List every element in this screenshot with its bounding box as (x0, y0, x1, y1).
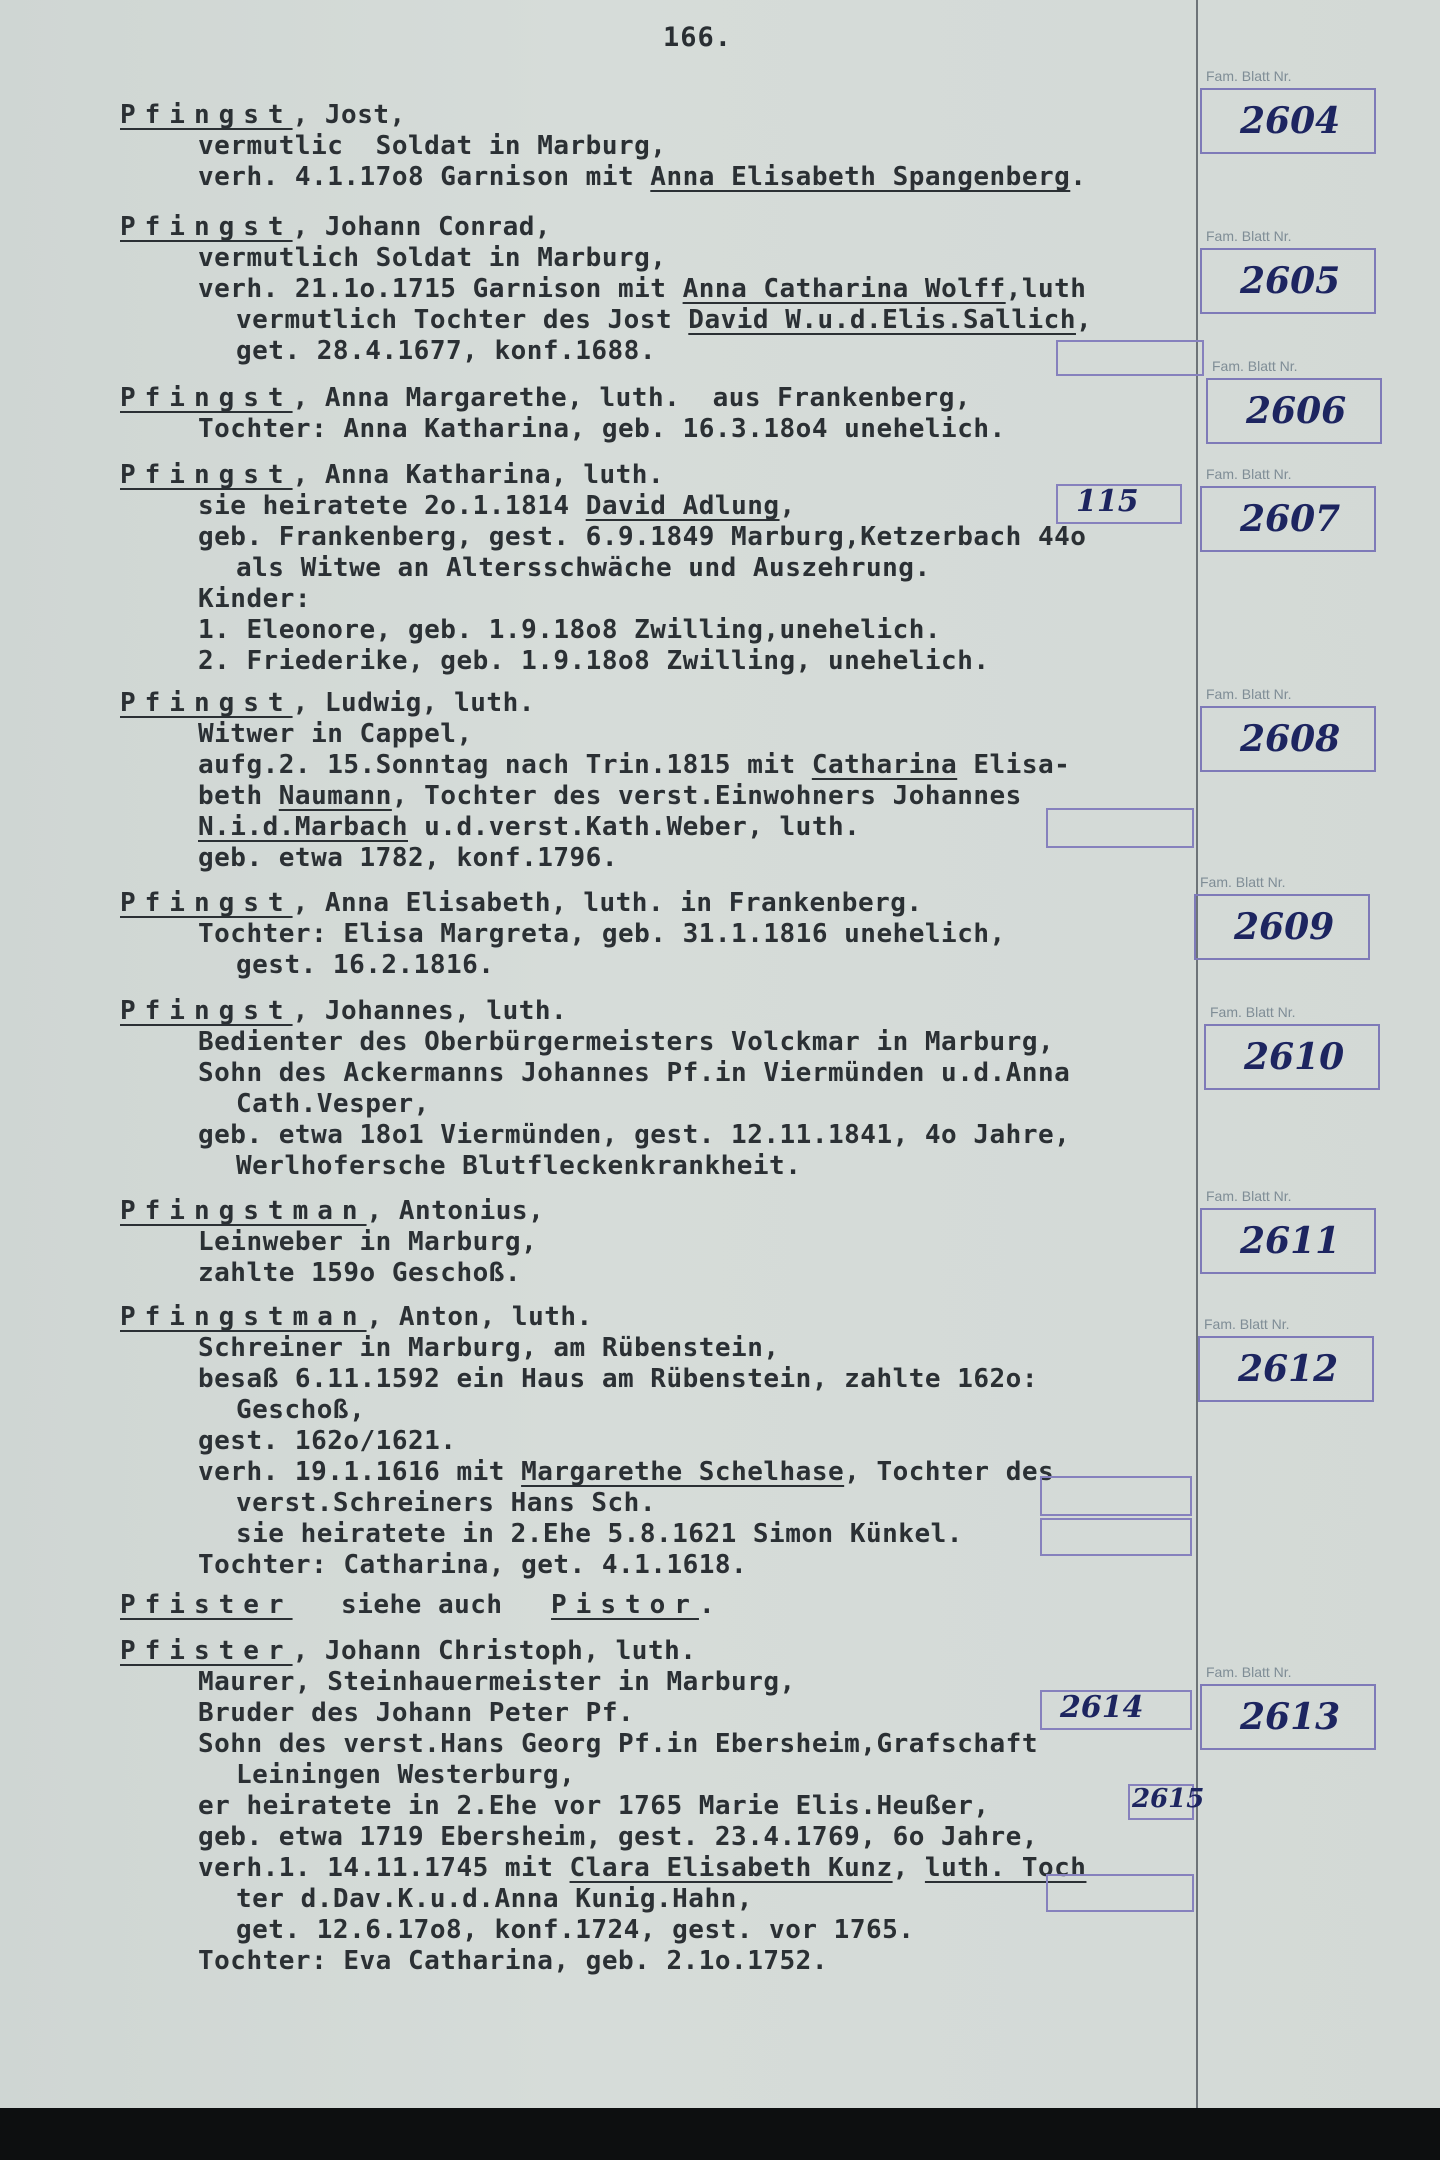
fam-blatt-box (1200, 686, 1376, 772)
entry-line: Bruder des Johann Peter Pf. (198, 1698, 635, 1728)
entry-line: geb. Frankenberg, gest. 6.9.1849 Marburg,Ketzerbach 44o (198, 522, 1087, 552)
entry-line: Bedienter des Oberbürgermeisters Volckmar in Marburg, (198, 1027, 1055, 1057)
entry-line: ter d.Dav.K.u.d.Anna Kunig.Hahn, (236, 1884, 753, 1914)
entry-line: Schreiner in Marburg, am Rübenstein, (198, 1333, 780, 1363)
entry-line: Cath.Vesper, (236, 1089, 430, 1119)
empty-box (1056, 340, 1204, 376)
entry-pfister-johann-christoph (120, 1636, 1200, 1977)
number-box (1128, 1784, 1205, 1820)
entry-line: Pfingst, Anna Margarethe, luth. aus Frankenberg, (120, 383, 972, 413)
fam-blatt-box (1200, 466, 1376, 552)
fam-blatt-label: Fam. Blatt Nr. (1206, 686, 1292, 702)
fam-blatt-label: Fam. Blatt Nr. (1206, 1188, 1292, 1204)
entry-line: Pfingst, Johann Conrad, (120, 212, 552, 242)
entry-pfingst-ludwig (120, 688, 1200, 874)
fam-blatt-box (1200, 228, 1376, 314)
entry-line: Pfingstman, Anton, luth. (120, 1302, 593, 1332)
fam-blatt-label: Fam. Blatt Nr. (1206, 228, 1292, 244)
entry-line: er heiratete in 2.Ehe vor 1765 Marie Elis.Heußer, (198, 1791, 990, 1821)
entry-pfingst-johann-conrad (120, 212, 1200, 367)
entry-line: geb. etwa 1782, konf.1796. (198, 843, 618, 873)
entry-line: verst.Schreiners Hans Sch. (236, 1488, 656, 1518)
entry-line: besaß 6.11.1592 ein Haus am Rübenstein, zahlte 162o: (198, 1364, 1038, 1394)
entry-line: aufg.2. 15.Sonntag nach Trin.1815 mit Catharina Elisa- (198, 750, 1071, 780)
entry-line: Leinweber in Marburg, (198, 1227, 538, 1257)
entry-line: Pfingst, Anna Elisabeth, luth. in Frankenberg. (120, 888, 923, 918)
entry-line: Witwer in Cappel, (198, 719, 473, 749)
entry-line: sie heiratete 2o.1.1814 David Adlung, (198, 491, 796, 521)
entry-line: gest. 16.2.1816. (236, 950, 495, 980)
entry-line: 2. Friederike, geb. 1.9.18o8 Zwilling, unehelich. (198, 646, 990, 676)
fam-blatt-box (1200, 1188, 1376, 1274)
fam-blatt-label: Fam. Blatt Nr. (1210, 1004, 1296, 1020)
fam-blatt-label: Fam. Blatt Nr. (1206, 466, 1292, 482)
entry-pfingst-anna-elisabeth (120, 888, 1200, 981)
fam-blatt-label: Fam. Blatt Nr. (1200, 874, 1286, 890)
entry-line: Tochter: Elisa Margreta, geb. 31.1.1816 unehelich, (198, 919, 1006, 949)
fam-blatt-box (1200, 68, 1376, 154)
entry-line: Maurer, Steinhauermeister in Marburg, (198, 1667, 796, 1697)
entry-line: gest. 162o/1621. (198, 1426, 457, 1456)
fam-blatt-number: 2610 (1244, 1036, 1345, 1078)
fam-blatt-label: Fam. Blatt Nr. (1206, 1664, 1292, 1680)
fam-blatt-number: 2605 (1240, 260, 1341, 302)
entry-line: vermutlic Soldat in Marburg, (198, 131, 667, 161)
entry-line: geb. etwa 1719 Ebersheim, gest. 23.4.1769, 6o Jahre, (198, 1822, 1038, 1852)
entry-line: verh. 4.1.17o8 Garnison mit Anna Elisabeth Spangenberg. (198, 162, 1087, 192)
entry-line: Pfister siehe auch Pistor. (120, 1590, 716, 1620)
fam-blatt-number: 2604 (1240, 100, 1341, 142)
entry-line: verh. 19.1.1616 mit Margarethe Schelhase, Tochter des (198, 1457, 1055, 1487)
empty-box (1046, 1874, 1194, 1912)
entry-line: Pfingst, Anna Katharina, luth. (120, 460, 665, 490)
entry-line: Kinder: (198, 584, 312, 614)
empty-box (1040, 1476, 1192, 1516)
fam-blatt-box (1206, 358, 1382, 444)
number-box (1040, 1690, 1192, 1730)
fam-blatt-number: 2612 (1238, 1348, 1339, 1390)
entry-line: N.i.d.Marbach u.d.verst.Kath.Weber, luth. (198, 812, 861, 842)
empty-box (1046, 808, 1194, 848)
fam-blatt-label: Fam. Blatt Nr. (1204, 1316, 1290, 1332)
entry-pfingstman-anton (120, 1302, 1200, 1581)
entry-line: Pfingst, Jost, (120, 100, 406, 130)
fam-blatt-number: 2608 (1240, 718, 1341, 760)
fam-blatt-number: 2611 (1240, 1220, 1341, 1262)
entry-line: Geschoß, (236, 1395, 366, 1425)
inline-number: 2614 (1060, 1690, 1144, 1725)
fam-blatt-box (1198, 1316, 1374, 1402)
entry-pfingst-johannes (120, 996, 1200, 1182)
entry-pfingst-anna-margarethe (120, 383, 1200, 445)
entry-line: Sohn des verst.Hans Georg Pf.in Ebersheim,Grafschaft (198, 1729, 1038, 1759)
entry-pfingst-anna-katharina (120, 460, 1200, 677)
entry-line: verh.1. 14.11.1745 mit Clara Elisabeth Kunz, luth. Toch (198, 1853, 1087, 1883)
empty-box (1040, 1518, 1192, 1556)
fam-blatt-label: Fam. Blatt Nr. (1212, 358, 1298, 374)
entry-pfingst-jost (120, 100, 1200, 193)
number-box (1056, 484, 1182, 524)
entry-line: beth Naumann, Tochter des verst.Einwohners Johannes (198, 781, 1022, 811)
entry-line: Pfister, Johann Christoph, luth. (120, 1636, 697, 1666)
fam-blatt-box (1200, 1664, 1376, 1750)
fam-blatt-box (1194, 874, 1370, 960)
inline-number: 115 (1076, 484, 1139, 519)
fam-blatt-label: Fam. Blatt Nr. (1206, 68, 1292, 84)
fam-blatt-box (1204, 1004, 1380, 1090)
entry-pfister-cross-reference (120, 1590, 1200, 1621)
entry-line: Pfingst, Ludwig, luth. (120, 688, 535, 718)
entry-line: Tochter: Eva Catharina, geb. 2.1o.1752. (198, 1946, 828, 1976)
entry-line: Leiningen Westerburg, (236, 1760, 576, 1790)
entry-line: verh. 21.1o.1715 Garnison mit Anna Catharina Wolff,luth (198, 274, 1087, 304)
scan-border (0, 2108, 1440, 2160)
entry-pfingstman-antonius (120, 1196, 1200, 1289)
entry-line: als Witwe an Altersschwäche und Auszehrung. (236, 553, 931, 583)
fam-blatt-number: 2607 (1240, 498, 1341, 540)
entry-line: get. 28.4.1677, konf.1688. (236, 336, 656, 366)
entry-line: Pfingstman, Antonius, (120, 1196, 545, 1226)
fam-blatt-number: 2606 (1246, 390, 1347, 432)
entry-line: Sohn des Ackermanns Johannes Pf.in Viermünden u.d.Anna (198, 1058, 1071, 1088)
entry-line: 1. Eleonore, geb. 1.9.18o8 Zwilling,unehelich. (198, 615, 942, 645)
entry-line: Tochter: Anna Katharina, geb. 16.3.18o4 unehelich. (198, 414, 1006, 444)
entry-line: sie heiratete in 2.Ehe 5.8.1621 Simon Künkel. (236, 1519, 963, 1549)
entry-line: geb. etwa 18o1 Viermünden, gest. 12.11.1841, 4o Jahre, (198, 1120, 1071, 1150)
entry-line: get. 12.6.17o8, konf.1724, gest. vor 1765. (236, 1915, 915, 1945)
page-number: 166. (663, 22, 733, 53)
entry-line: Pfingst, Johannes, luth. (120, 996, 568, 1026)
entry-line: vermutlich Tochter des Jost David W.u.d.Elis.Sallich, (236, 305, 1093, 335)
entry-line: vermutlich Soldat in Marburg, (198, 243, 667, 273)
entry-line: zahlte 159o Geschoß. (198, 1258, 522, 1288)
inline-number: 2615 (1132, 1784, 1205, 1814)
fam-blatt-number: 2609 (1234, 906, 1335, 948)
entry-line: Werlhofersche Blutfleckenkrankheit. (236, 1151, 802, 1181)
fam-blatt-number: 2613 (1240, 1696, 1341, 1738)
entry-line: Tochter: Catharina, get. 4.1.1618. (198, 1550, 748, 1580)
